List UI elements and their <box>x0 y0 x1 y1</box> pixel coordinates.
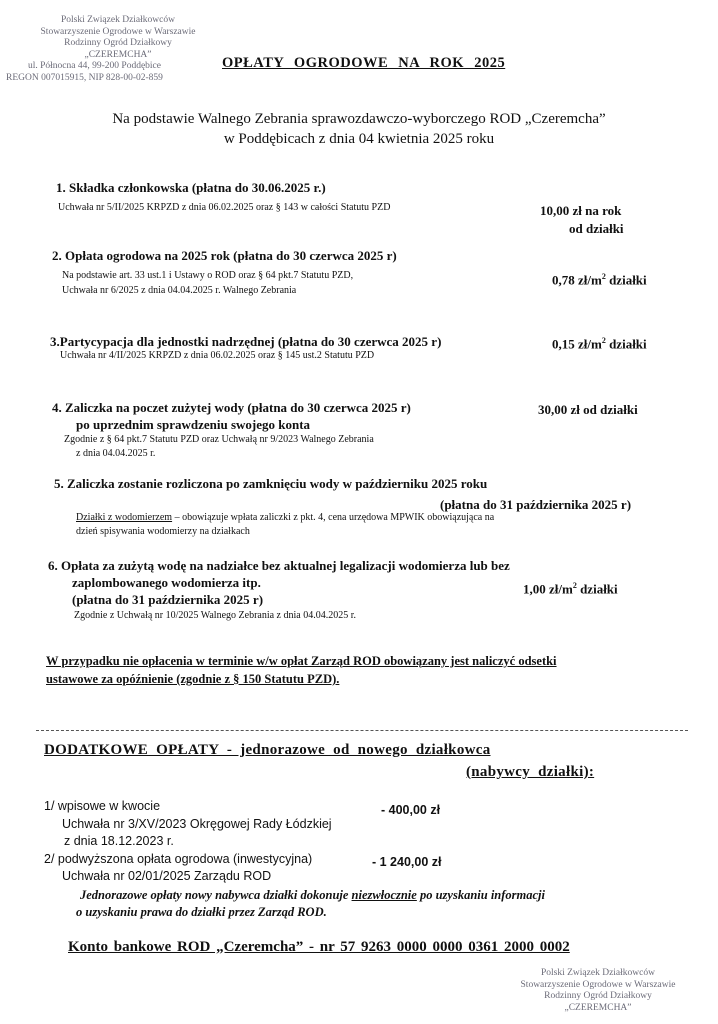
item-2-detail-2: Uchwała nr 6/2025 z dnia 04.04.2025 r. Walnego Zebrania <box>62 285 297 296</box>
item-2-amount <box>552 272 647 288</box>
amount-superscript: 2 <box>572 581 577 590</box>
dashed-separator <box>36 730 688 731</box>
additional-note-line-1 <box>80 888 545 903</box>
item-5-detail-1 <box>76 512 494 523</box>
item-2-heading: 2. Opłata ogrodowa na 2025 rok (płatna do 30 czerwca 2025 r) <box>52 248 397 263</box>
item-4-heading: 4. Zaliczka na poczet zużytej wody (płatna do 30 czerwca 2025 r) <box>52 400 411 415</box>
item-2-detail-1: Na podstawie art. 33 ust.1 i Ustawy o ROD oraz § 64 pkt.7 Statutu PZD, <box>62 270 354 281</box>
amount-value: 1,00 zł/m <box>523 581 573 597</box>
item-3-amount <box>552 336 647 352</box>
stamp-line: „CZEREMCHA” <box>564 1002 632 1013</box>
item-6-heading-2: zaplombowanego wodomierza itp. <box>72 575 261 590</box>
item-6-heading: 6. Opłata za zużytą wodę na nadziałce bez aktualnej legalizacji wodomierza lub bez <box>48 558 510 573</box>
warning-line-1: W przypadku nie opłacenia w terminie w/w opłat Zarząd ROD obowiązany jest naliczyć odsetki <box>46 654 557 668</box>
stamp-line: ul. Północna 44, 99-200 Poddębice <box>28 61 161 71</box>
item-3-detail: Uchwała nr 4/II/2025 KRPZD z dnia 06.02.2025 oraz § 145 ust.2 Statutu PZD <box>60 350 375 361</box>
additional-note-line-2: o uzyskaniu prawa do działki przez Zarząd ROD. <box>76 905 327 919</box>
note-underlined: niezwłocznie <box>351 888 417 902</box>
additional-heading-2: (nabywcy działki): <box>466 764 595 780</box>
item-5-heading: 5. Zaliczka zostanie rozliczona po zamknięciu wody w październiku 2025 roku <box>54 476 488 491</box>
additional-item-1-amount: - 400,00 zł <box>381 803 441 817</box>
item-6-amount <box>523 581 618 597</box>
stamp-line: Rodzinny Ogród Działkowy <box>544 991 652 1001</box>
item-4-heading-2: po uprzednim sprawdzeniu swojego konta <box>76 417 311 432</box>
additional-item-2-amount: - 1 240,00 zł <box>372 855 442 869</box>
stamp-line: Stowarzyszenie Ogrodowe w Warszawie <box>520 979 676 990</box>
intro-line-1: Na podstawie Walnego Zebrania sprawozdawczo-wyborczego ROD „Czeremcha” <box>112 111 606 127</box>
amount-suffix: działki <box>605 272 647 288</box>
detail-underlined: Działki z wodomierzem <box>76 512 173 523</box>
stamp-line: Polski Związek Działkowców <box>541 968 655 978</box>
additional-item-1-label: 1/ wpisowe w kwocie <box>44 799 161 813</box>
stamp-line: REGON 007015915, NIP 828-00-02-859 <box>6 72 163 83</box>
amount-value: 0,15 zł/m <box>552 336 602 352</box>
stamp-line: „CZEREMCHA” <box>84 49 152 60</box>
bank-account: Konto bankowe ROD „Czeremcha” - nr 57 9263 0000 0000 0361 2000 0002 <box>68 939 570 955</box>
item-3-heading: 3.Partycypacja dla jednostki nadrzędnej (płatna do 30 czerwca 2025 r) <box>50 334 442 349</box>
stamp-line: Polski Związek Działkowców <box>61 15 175 25</box>
amount-superscript: 2 <box>601 336 606 345</box>
item-6-heading-3: (płatna do 31 października 2025 r) <box>72 592 264 607</box>
amount-suffix: działki <box>605 336 647 352</box>
item-1-amount-unit: od działki <box>569 221 624 236</box>
organization-stamp-top <box>4 15 232 84</box>
document-title: OPŁATY OGRODOWE NA ROK 2025 <box>222 55 506 71</box>
item-1-detail: Uchwała nr 5/II/2025 KRPZD z dnia 06.02.2025 oraz § 143 w całości Statutu PZD <box>58 202 391 213</box>
amount-superscript: 2 <box>601 272 606 281</box>
note-part: Jednorazowe opłaty nowy nabywca działki dokonuje <box>80 888 352 902</box>
detail-rest: – obowiązuje wpłata zaliczki z pkt. 4, cena urzędowa MPWIK obowiązująca na <box>172 512 495 523</box>
item-1-amount: 10,00 zł na rok <box>540 203 622 218</box>
note-part: po uzyskaniu informacji <box>416 888 545 902</box>
intro-line-2: w Poddębicach z dnia 04 kwietnia 2025 roku <box>223 131 495 147</box>
item-5-heading-2: (płatna do 31 października 2025 r) <box>440 497 632 512</box>
item-4-detail-1: Zgodnie z § 64 pkt.7 Statutu PZD oraz Uchwałą nr 9/2023 Walnego Zebrania <box>64 434 374 445</box>
item-6-detail: Zgodnie z Uchwałą nr 10/2025 Walnego Zebrania z dnia 04.04.2025 r. <box>74 610 356 621</box>
organization-stamp-bottom <box>486 968 710 1014</box>
item-4-amount: 30,00 zł od działki <box>538 402 638 417</box>
amount-suffix: działki <box>576 581 618 597</box>
item-1-heading: 1. Składka członkowska (płatna do 30.06.2025 r.) <box>56 180 326 195</box>
amount-value: 0,78 zł/m <box>552 272 602 288</box>
additional-item-1-detail-1: Uchwała nr 3/XV/2023 Okręgowej Rady Łódzkiej <box>62 817 332 831</box>
additional-item-1-detail-2: z dnia 18.12.2023 r. <box>64 834 174 848</box>
additional-item-2-label: 2/ podwyższona opłata ogrodowa (inwestycyjna) <box>44 852 313 866</box>
item-4-detail-2: z dnia 04.04.2025 r. <box>76 448 156 459</box>
additional-heading: DODATKOWE OPŁATY - jednorazowe od nowego działkowca <box>44 742 491 758</box>
warning-line-2: ustawowe za opóźnienie (zgodnie z § 150 Statutu PZD). <box>46 672 340 686</box>
item-5-detail-2: dzień spisywania wodomierzy na działkach <box>76 526 250 537</box>
stamp-line: Stowarzyszenie Ogrodowe w Warszawie <box>40 26 196 37</box>
stamp-line: Rodzinny Ogród Działkowy <box>64 38 172 48</box>
additional-item-2-detail: Uchwała nr 02/01/2025 Zarządu ROD <box>62 869 272 883</box>
